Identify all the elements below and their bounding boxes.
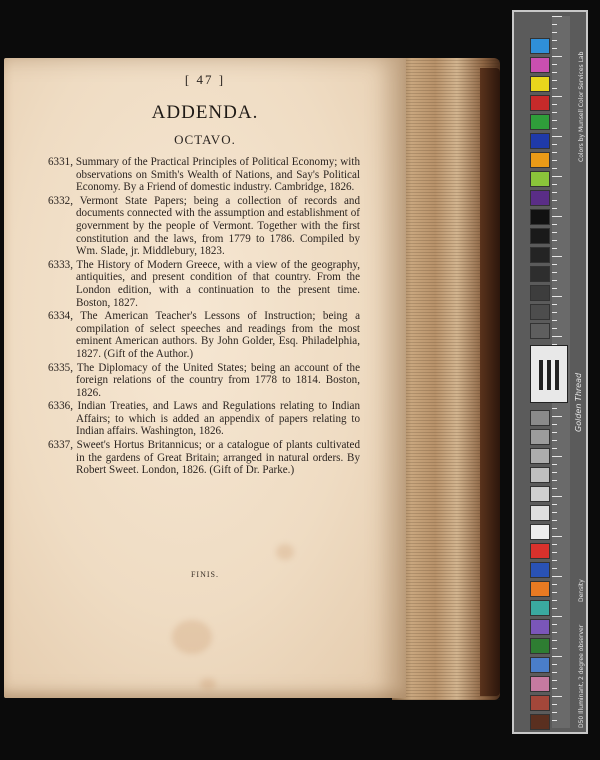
color-swatch — [530, 486, 550, 502]
ruler-tick — [552, 632, 557, 633]
ruler-tick — [552, 544, 557, 545]
ruler-tick — [552, 696, 562, 697]
ruler-tick — [552, 648, 557, 649]
ruler-tick — [552, 536, 562, 537]
catalog-entry: 6331, Summary of the Practical Principles of Political Economy; with observations on Smith's Wealth of Nations, and Say's Political Economy. By a Friend of domestic industry. Cambridge, 1826. — [48, 156, 360, 194]
ruler-tick — [552, 48, 557, 49]
ruler-tick — [552, 216, 562, 217]
color-swatch — [530, 638, 550, 654]
color-swatch — [530, 676, 550, 692]
ruler-tick — [552, 504, 557, 505]
ruler-tick — [552, 432, 557, 433]
ruler-tick — [552, 640, 557, 641]
ruler-tick — [552, 224, 557, 225]
finis-mark: FINIS. — [190, 570, 219, 579]
book-spine — [480, 68, 500, 696]
ruler-tick — [552, 280, 557, 281]
ruler-tick — [552, 264, 557, 265]
ruler-tick — [552, 88, 557, 89]
color-swatch — [530, 410, 550, 426]
color-swatch — [530, 600, 550, 616]
color-swatch — [530, 657, 550, 673]
ruler-tick — [552, 408, 557, 409]
ruler-tick — [552, 208, 557, 209]
color-swatch — [530, 448, 550, 464]
color-swatch — [530, 190, 550, 206]
page-title: ADDENDA. — [151, 102, 259, 123]
ruler-tick — [552, 24, 557, 25]
ruler-tick — [552, 80, 557, 81]
foxing-stain — [200, 678, 216, 690]
ruler-tick — [552, 600, 557, 601]
ruler-tick — [552, 112, 557, 113]
ruler-tick — [552, 608, 557, 609]
ruler-tick — [552, 704, 557, 705]
ruler-tick — [552, 656, 562, 657]
color-swatch — [530, 505, 550, 521]
ruler-tick — [552, 560, 557, 561]
color-swatch — [530, 524, 550, 540]
ruler-tick — [552, 720, 557, 721]
golden-thread-logo — [530, 345, 568, 403]
ruler-tick — [552, 424, 557, 425]
ruler-tick — [552, 328, 557, 329]
ruler-tick — [552, 336, 562, 337]
ruler-tick — [552, 664, 557, 665]
ruler-tick — [552, 712, 557, 713]
target-density-label: Density — [578, 579, 585, 602]
color-swatch — [530, 38, 550, 54]
color-swatch — [530, 57, 550, 73]
color-swatch — [530, 467, 550, 483]
ruler-tick — [552, 16, 562, 17]
color-swatch — [530, 714, 550, 730]
ruler-tick — [552, 576, 562, 577]
catalog-entry: 6335, The Diplomacy of the United States; being an account of the foreign relations of the country from 1778 to 1814. Boston, 1826. — [48, 361, 360, 399]
ruler-tick — [552, 272, 557, 273]
ruler-tick — [552, 200, 557, 201]
color-swatch — [530, 133, 550, 149]
ruler-tick — [552, 440, 557, 441]
catalog-entry: 6334, The American Teacher's Lessons of Instruction; being a compilation of select speeches and readings from the most eminent American authors. By John Golder, Esq. Philadelphia, 1827. (Gift of the Author.) — [48, 310, 360, 360]
ruler-tick — [552, 136, 562, 137]
ruler-tick — [552, 288, 557, 289]
ruler-tick — [552, 680, 557, 681]
color-swatch — [530, 247, 550, 263]
ruler-tick — [552, 160, 557, 161]
ruler-tick — [552, 120, 557, 121]
ruler-tick — [552, 304, 557, 305]
color-swatch — [530, 152, 550, 168]
color-swatch — [530, 429, 550, 445]
ruler-tick — [552, 672, 557, 673]
ruler-tick — [552, 144, 557, 145]
ruler-tick — [552, 488, 557, 489]
color-swatch — [530, 619, 550, 635]
ruler-tick — [552, 40, 557, 41]
color-swatch — [530, 304, 550, 320]
ruler-tick — [552, 176, 562, 177]
target-logo-text: Golden Thread — [574, 372, 583, 432]
ruler-tick — [552, 152, 557, 153]
ruler-tick — [552, 240, 557, 241]
ruler-tick — [552, 296, 562, 297]
color-swatch — [530, 76, 550, 92]
catalog-entries — [48, 156, 360, 478]
ruler-tick — [552, 568, 557, 569]
ruler-tick — [552, 552, 557, 553]
ruler-tick — [552, 248, 557, 249]
color-swatch — [530, 695, 550, 711]
section-subtitle: OCTAVO. — [174, 132, 236, 147]
ruler-tick — [552, 496, 562, 497]
color-swatch — [530, 209, 550, 225]
target-brand-text: Colors by Munsell Color Services Lab — [578, 51, 585, 162]
book-page — [4, 58, 406, 698]
catalog-entry: 6333, The History of Modern Greece, with a view of the geography, antiquities, and present condition of that country. From the London edition, with a continuation to the present time. Boston, 1827. — [48, 258, 360, 309]
ruler-tick — [552, 624, 557, 625]
catalog-entry: 6337, Sweet's Hortus Britannicus; or a catalogue of plants cultivated in the gardens of Great Britain; arranged in natural orders. By Robert Sweet. London, 1826. (Gift of Dr. Parke.) — [48, 439, 360, 477]
ruler-tick — [552, 128, 557, 129]
ruler-tick — [552, 448, 557, 449]
ruler-tick — [552, 320, 557, 321]
catalog-entry: 6336, Indian Treaties, and Laws and Regulations relating to Indian Affairs; to which is added an appendix of papers relating to Indian affairs. Washington, 1826. — [48, 400, 360, 438]
ruler-tick — [552, 64, 557, 65]
color-swatch — [530, 266, 550, 282]
ruler-tick — [552, 184, 557, 185]
ruler-tick — [552, 168, 557, 169]
color-swatch — [530, 171, 550, 187]
ruler-tick — [552, 56, 562, 57]
ruler-tick — [552, 416, 562, 417]
foxing-stain — [276, 544, 294, 560]
ruler-tick — [552, 232, 557, 233]
ruler-tick — [552, 464, 557, 465]
ruler-tick — [552, 520, 557, 521]
ruler-tick — [552, 32, 557, 33]
ruler-tick — [552, 616, 562, 617]
ruler-tick — [552, 104, 557, 105]
catalog-entry: 6332, Vermont State Papers; being a collection of records and documents connected with the assumption and establishment of government by the people of Vermont. Together with the first constitution and the laws, from 1779 to 1786. Compiled by Wm. Slade, jr. Middlebury, 1823. — [48, 194, 360, 258]
ruler-tick — [552, 192, 557, 193]
color-swatch — [530, 543, 550, 559]
foxing-stain — [172, 620, 212, 654]
color-swatch — [530, 581, 550, 597]
ruler-tick — [552, 480, 557, 481]
color-checker-target — [512, 10, 588, 734]
color-swatch — [530, 323, 550, 339]
color-swatch — [530, 95, 550, 111]
ruler-tick — [552, 72, 557, 73]
target-bottom-text: D50 Illuminant, 2 degree observer — [578, 624, 585, 728]
color-swatch — [530, 285, 550, 301]
ruler-tick — [552, 688, 557, 689]
ruler-tick — [552, 512, 557, 513]
ruler-tick — [552, 528, 557, 529]
ruler-tick — [552, 456, 562, 457]
ruler-tick — [552, 256, 562, 257]
color-swatch — [530, 562, 550, 578]
color-swatch — [530, 228, 550, 244]
ruler-tick — [552, 312, 557, 313]
color-swatch — [530, 114, 550, 130]
ruler-tick — [552, 592, 557, 593]
ruler-tick — [552, 96, 562, 97]
page-number: [ 47 ] — [184, 72, 226, 87]
ruler-tick — [552, 584, 557, 585]
ruler-tick — [552, 472, 557, 473]
